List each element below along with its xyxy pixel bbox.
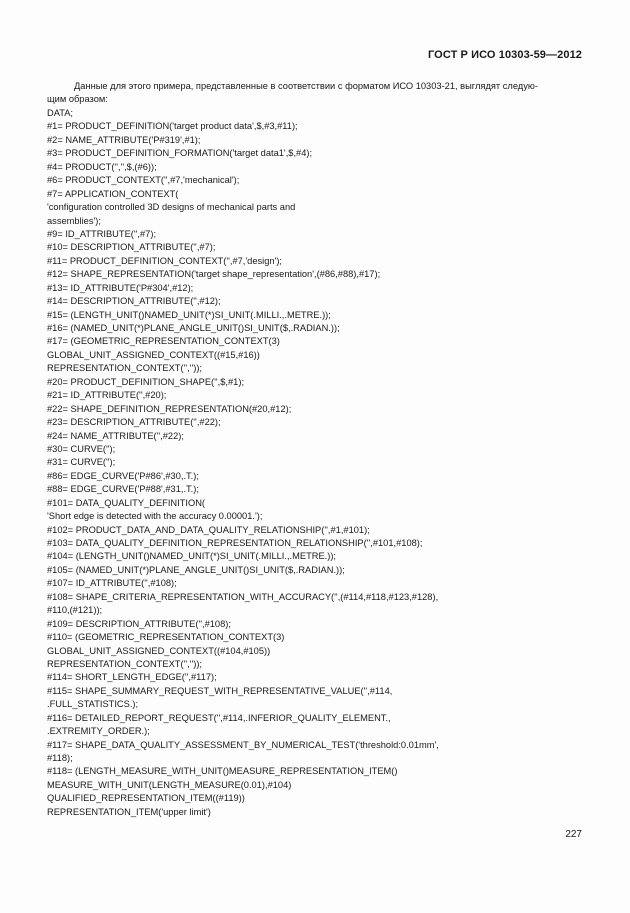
code-line: #17= (GEOMETRIC_REPRESENTATION_CONTEXT(3) (47, 336, 280, 347)
page-number: 227 (565, 829, 582, 840)
code-line: #109= DESCRIPTION_ATTRIBUTE('',#108); (47, 618, 231, 629)
code-line: #31= CURVE(''); (47, 457, 116, 468)
code-line: #30= CURVE(''); (47, 443, 116, 454)
code-line: #110= (GEOMETRIC_REPRESENTATION_CONTEXT(3) (47, 632, 285, 643)
standard-header: ГОСТ Р ИСО 10303-59—2012 (427, 49, 582, 61)
code-line: #103= DATA_QUALITY_DEFINITION_REPRESENTATION_RELATIONSHIP('',#101,#108); (47, 538, 423, 548)
code-line: .FULL_STATISTICS.); (47, 699, 139, 710)
code-line: #12= SHAPE_REPRESENTATION('target shape_representation',(#86,#88),#17); (47, 269, 381, 280)
code-line: #22= SHAPE_DEFINITION_REPRESENTATION(#20,#12); (47, 403, 292, 414)
code-line: #88= EDGE_CURVE('P#88',#31,.T.); (47, 484, 199, 495)
code-line: .EXTREMITY_ORDER.); (47, 726, 150, 737)
code-line: #16= (NAMED_UNIT(*)PLANE_ANGLE_UNIT()SI_UNIT($,.RADIAN.)); (47, 323, 340, 333)
code-line: #15= (LENGTH_UNIT()NAMED_UNIT(*)SI_UNIT(.MILLI.,.METRE.)); (47, 309, 331, 320)
code-line: #6= PRODUCT_CONTEXT('',#7,'mechanical'); (47, 175, 240, 186)
intro-line-1: Данные для этого примера, представленные в соответствии с форматом ИСО 10303-21, выглядят следую- (74, 81, 538, 91)
code-line: #101= DATA_QUALITY_DEFINITION( (47, 497, 206, 508)
code-line: #1= PRODUCT_DEFINITION('target product data',$,#3,#11); (47, 121, 298, 132)
code-line: #21= ID_ATTRIBUTE('',#20); (47, 390, 167, 401)
code-line: #86= EDGE_CURVE('P#86',#30,.T.); (47, 470, 199, 481)
code-line: #13= ID_ATTRIBUTE('P#304',#12); (47, 282, 194, 293)
code-line: assemblies'); (47, 215, 101, 226)
code-line: #10= DESCRIPTION_ATTRIBUTE('',#7); (47, 242, 216, 253)
code-line: #114= SHORT_LENGTH_EDGE('',#117); (47, 672, 217, 683)
code-line: #11= PRODUCT_DEFINITION_CONTEXT('',#7,'design'); (47, 255, 283, 266)
code-line: #20= PRODUCT_DEFINITION_SHAPE('',$,#1); (47, 376, 245, 387)
code-line: #104= (LENGTH_UNIT()NAMED_UNIT(*)SI_UNIT(.MILLI.,.METRE.)); (47, 551, 337, 562)
code-line: #23= DESCRIPTION_ATTRIBUTE('',#22); (47, 417, 221, 428)
code-line: #2= NAME_ATTRIBUTE('P#319',#1); (47, 134, 201, 145)
code-line: #117= SHAPE_DATA_QUALITY_ASSESSMENT_BY_NUMERICAL_TEST('threshold:0.01mm', (47, 739, 439, 750)
code-line: #118= (LENGTH_MEASURE_WITH_UNIT()MEASURE_REPRESENTATION_ITEM() (47, 766, 398, 777)
code-line: MEASURE_WITH_UNIT(LENGTH_MEASURE(0.01),#104) (47, 779, 292, 790)
code-line: #105= (NAMED_UNIT(*)PLANE_ANGLE_UNIT()SI_UNIT($,.RADIAN.)); (47, 564, 345, 575)
code-line: QUALIFIED_REPRESENTATION_ITEM((#119)) (47, 793, 245, 804)
code-line: DATA; (47, 108, 73, 118)
code-line: #116= DETAILED_REPORT_REQUEST('',#114,.INFERIOR_QUALITY_ELEMENT., (47, 712, 391, 723)
code-line: #107= ID_ATTRIBUTE('',#108); (47, 578, 177, 589)
code-line: 'Short edge is detected with the accuracy 0.00001.'); (47, 511, 263, 522)
code-line: #24= NAME_ATTRIBUTE('',#22); (47, 430, 184, 441)
code-line: 'configuration controlled 3D designs of mechanical parts and (47, 202, 296, 213)
code-line: #108= SHAPE_CRITERIA_REPRESENTATION_WITH_ACCURACY('',(#114,#118,#123,#128), (47, 591, 439, 602)
code-line: REPRESENTATION_CONTEXT('','')); (47, 363, 202, 374)
code-line: #115= SHAPE_SUMMARY_REQUEST_WITH_REPRESENTATIVE_VALUE('',#114, (47, 685, 393, 696)
code-line: #7= APPLICATION_CONTEXT( (47, 188, 179, 199)
exchange-file-listing (47, 107, 607, 819)
code-line: #4= PRODUCT('','',$,(#6)); (47, 161, 157, 172)
code-line: #110,(#121)); (47, 605, 103, 616)
intro-line-2: щим образом: (47, 94, 108, 105)
code-line: #118); (47, 753, 73, 763)
code-line: #14= DESCRIPTION_ATTRIBUTE('',#12); (47, 296, 221, 307)
code-line: #3= PRODUCT_DEFINITION_FORMATION('target data1',$,#4); (47, 148, 313, 159)
code-line: GLOBAL_UNIT_ASSIGNED_CONTEXT((#104,#105)) (47, 645, 271, 656)
intro-paragraph (47, 80, 589, 107)
code-line: #9= ID_ATTRIBUTE('',#7); (47, 228, 157, 239)
code-line: GLOBAL_UNIT_ASSIGNED_CONTEXT((#15,#16)) (47, 349, 260, 360)
code-line: REPRESENTATION_ITEM('upper limit') (47, 806, 211, 817)
code-line: REPRESENTATION_CONTEXT('','')); (47, 658, 202, 669)
code-line: #102= PRODUCT_DATA_AND_DATA_QUALITY_RELATIONSHIP('',#1,#101); (47, 524, 370, 535)
